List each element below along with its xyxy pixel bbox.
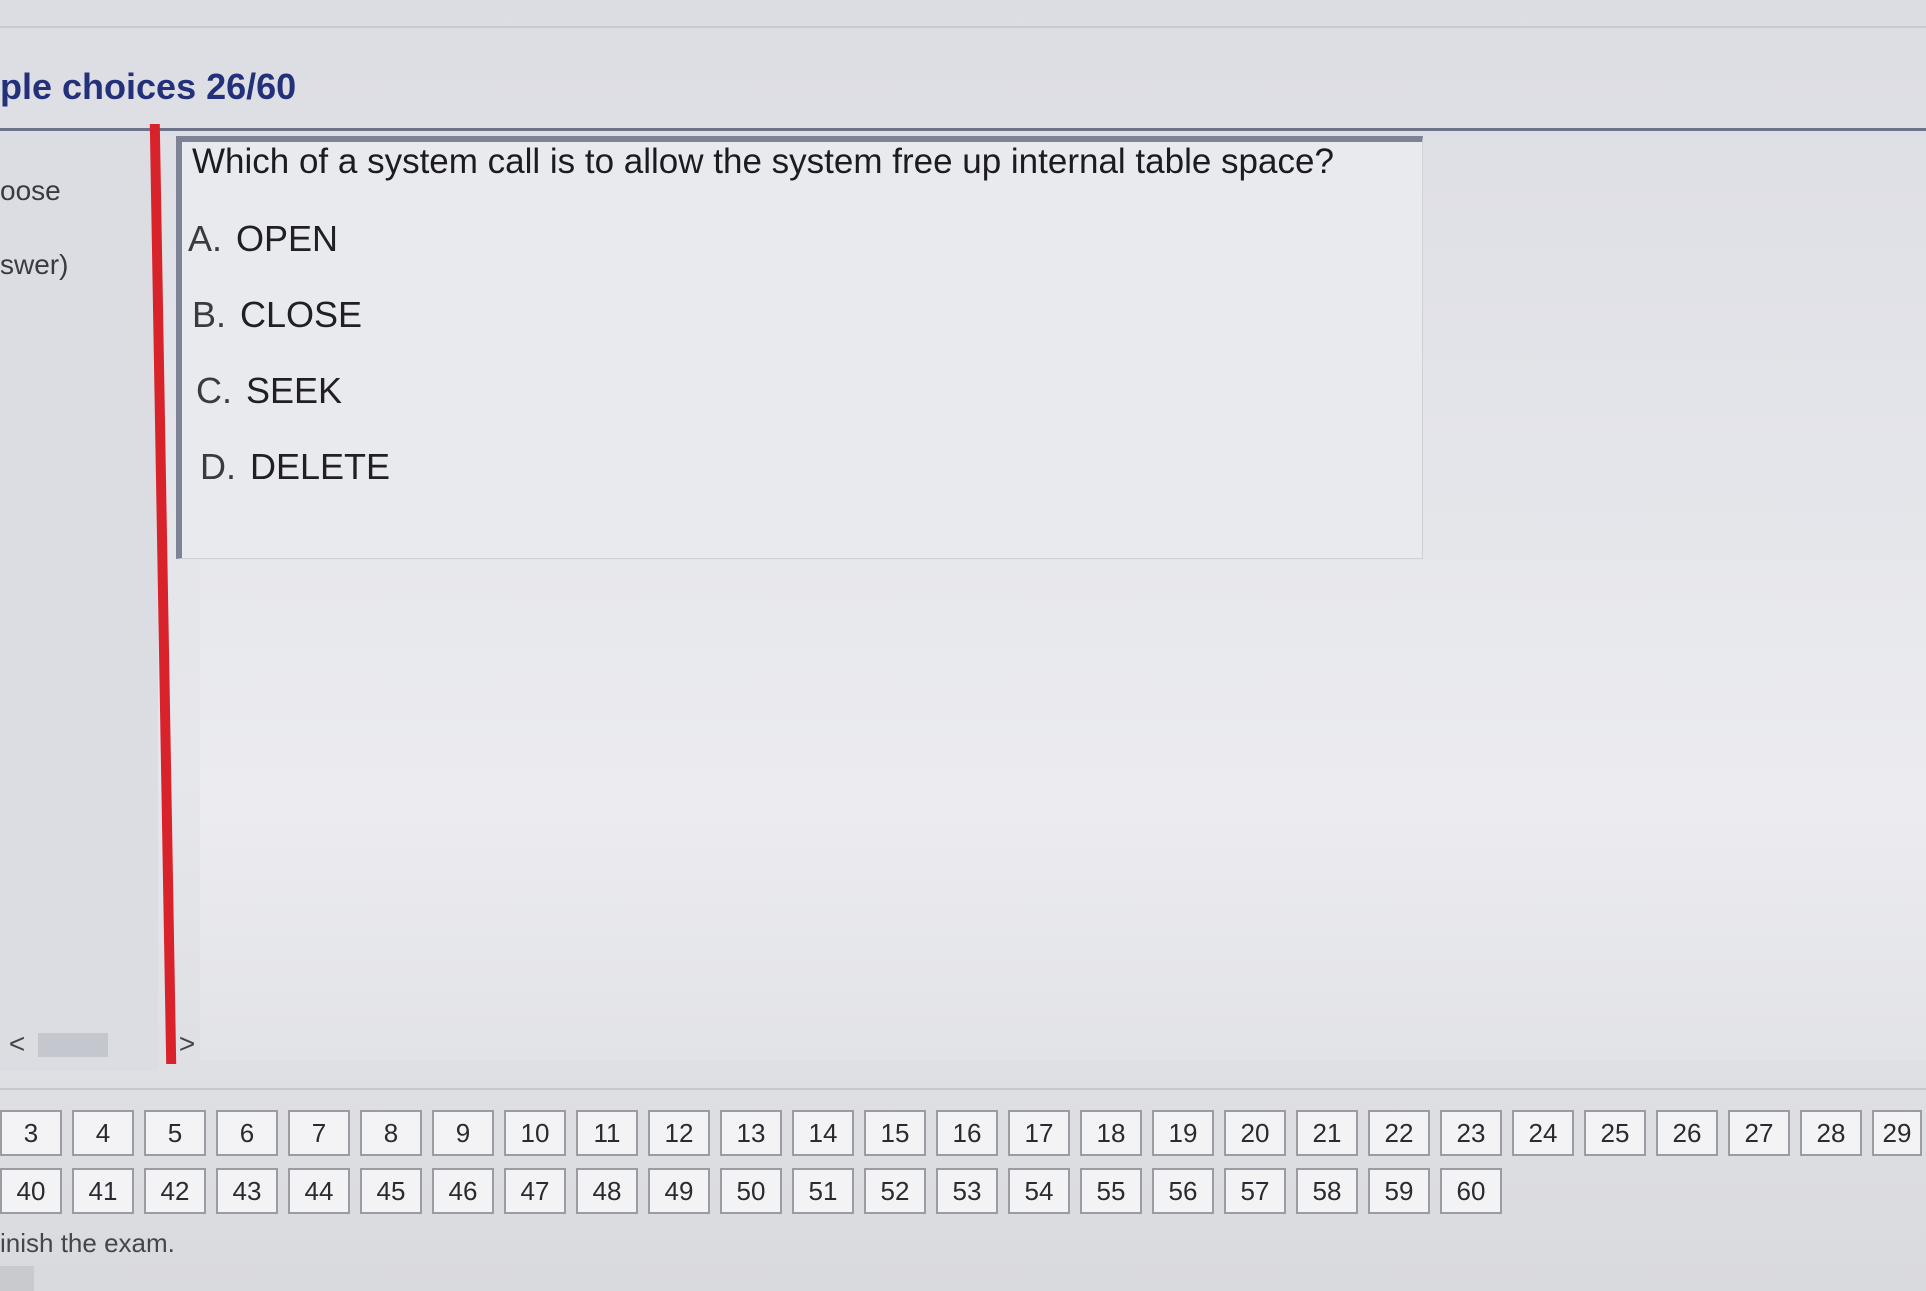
question-panel [176, 136, 1423, 559]
question-button[interactable]: 48 [576, 1168, 638, 1214]
question-button[interactable]: 25 [1584, 1110, 1646, 1156]
question-button[interactable]: 60 [1440, 1168, 1502, 1214]
content-area [200, 560, 1926, 1060]
question-button[interactable]: 42 [144, 1168, 206, 1214]
navigator-divider [0, 1088, 1926, 1090]
question-button[interactable]: 43 [216, 1168, 278, 1214]
scroll-left-arrow-icon[interactable]: < [8, 1028, 26, 1059]
top-divider [0, 26, 1926, 28]
question-button[interactable]: 17 [1008, 1110, 1070, 1156]
question-button[interactable]: 47 [504, 1168, 566, 1214]
question-button[interactable]: 14 [792, 1110, 854, 1156]
section-title: ple choices 26/60 [0, 66, 297, 107]
option-c-letter: C. [196, 370, 232, 411]
question-button[interactable]: 26 [1656, 1110, 1718, 1156]
question-button[interactable]: 23 [1440, 1110, 1502, 1156]
finish-exam-link[interactable]: inish the exam. [0, 1228, 175, 1258]
question-button[interactable]: 50 [720, 1168, 782, 1214]
option-a[interactable] [188, 218, 338, 260]
option-b-letter: B. [192, 294, 227, 335]
question-button[interactable]: 9 [432, 1110, 494, 1156]
question-button[interactable]: 52 [864, 1168, 926, 1214]
question-button[interactable]: 11 [576, 1110, 638, 1156]
question-button[interactable]: 21 [1296, 1110, 1358, 1156]
question-button[interactable]: 54 [1008, 1168, 1070, 1214]
question-button[interactable]: 8 [360, 1110, 422, 1156]
left-panel [0, 131, 158, 1071]
question-button[interactable]: 40 [0, 1168, 62, 1214]
question-button[interactable]: 59 [1368, 1168, 1430, 1214]
question-button[interactable]: 16 [936, 1110, 998, 1156]
option-a-letter: A. [188, 218, 223, 259]
question-button[interactable]: 55 [1080, 1168, 1142, 1214]
option-c-label: SEEK [246, 370, 343, 411]
question-button[interactable]: 41 [72, 1168, 134, 1214]
question-button[interactable]: 53 [936, 1168, 998, 1214]
question-button[interactable]: 27 [1728, 1110, 1790, 1156]
question-button[interactable]: 58 [1296, 1168, 1358, 1214]
option-d-letter: D. [200, 446, 236, 487]
option-b-label: CLOSE [240, 294, 363, 335]
question-button[interactable]: 56 [1152, 1168, 1214, 1214]
question-button[interactable]: 57 [1224, 1168, 1286, 1214]
question-button[interactable]: 6 [216, 1110, 278, 1156]
question-button[interactable]: 49 [648, 1168, 710, 1214]
question-button[interactable]: 7 [288, 1110, 350, 1156]
question-button[interactable]: 45 [360, 1168, 422, 1214]
question-button[interactable]: 28 [1800, 1110, 1862, 1156]
question-button[interactable]: 51 [792, 1168, 854, 1214]
scroll-thumb[interactable] [38, 1033, 108, 1057]
question-navigator-row-2 [0, 1168, 1512, 1214]
question-button[interactable]: 15 [864, 1110, 926, 1156]
left-panel-text-2: swer) [0, 249, 69, 280]
question-button[interactable]: 5 [144, 1110, 206, 1156]
scroll-right-arrow-icon[interactable]: > [178, 1028, 196, 1059]
question-button[interactable]: 24 [1512, 1110, 1574, 1156]
question-navigator-row-1 [0, 1110, 1922, 1156]
question-button[interactable]: 12 [648, 1110, 710, 1156]
question-button[interactable]: 29 [1872, 1110, 1922, 1156]
option-b[interactable] [192, 294, 362, 336]
option-c[interactable] [196, 370, 342, 412]
option-d[interactable] [200, 446, 390, 488]
question-button[interactable]: 22 [1368, 1110, 1430, 1156]
question-button[interactable]: 3 [0, 1110, 62, 1156]
question-button[interactable]: 44 [288, 1168, 350, 1214]
question-button[interactable]: 18 [1080, 1110, 1142, 1156]
question-button[interactable]: 13 [720, 1110, 782, 1156]
question-button[interactable]: 46 [432, 1168, 494, 1214]
option-d-label: DELETE [250, 446, 391, 487]
title-divider [0, 128, 1926, 131]
option-a-label: OPEN [236, 218, 339, 259]
question-text: Which of a system call is to allow the system free up internal table space? [192, 142, 1334, 181]
question-button[interactable]: 10 [504, 1110, 566, 1156]
left-panel-text-1: oose [0, 175, 61, 206]
question-button[interactable]: 19 [1152, 1110, 1214, 1156]
bottom-strip [0, 1266, 34, 1291]
question-button[interactable]: 20 [1224, 1110, 1286, 1156]
question-button[interactable]: 4 [72, 1110, 134, 1156]
